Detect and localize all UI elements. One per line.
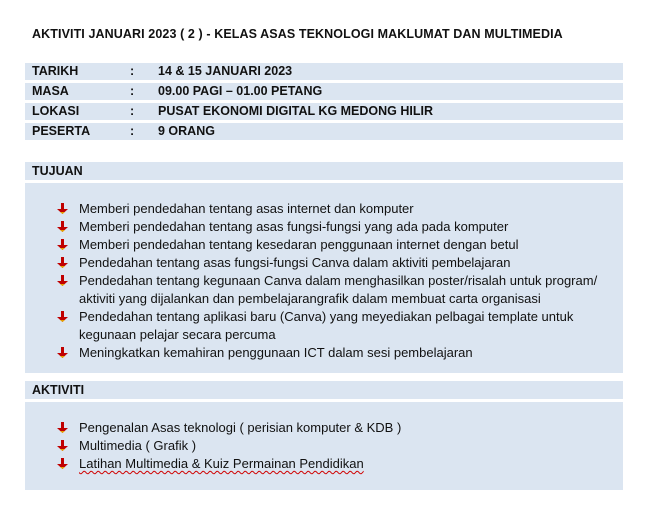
info-colon: :: [130, 84, 135, 98]
arrow-down-bullet-icon: [57, 238, 69, 250]
arrow-down-bullet-icon: [57, 220, 69, 232]
list-item-text: Meningkatkan kemahiran penggunaan ICT dalam sesi pembelajaran: [79, 345, 473, 360]
info-label: LOKASI: [32, 104, 80, 118]
tujuan-heading: [25, 162, 623, 180]
info-row-peserta: [25, 123, 623, 140]
arrow-down-bullet-icon: [57, 202, 69, 214]
info-colon: :: [130, 64, 135, 78]
aktiviti-heading: [25, 381, 623, 399]
list-item: [25, 308, 623, 344]
tujuan-list-panel: [25, 183, 623, 373]
info-label: TARIKH: [32, 64, 79, 78]
arrow-down-bullet-icon: [57, 256, 69, 268]
arrow-down-bullet-icon: [57, 421, 69, 433]
list-item-text: Pendedahan tentang asas fungsi-fungsi Canva dalam aktiviti pembelajaran: [79, 255, 511, 270]
list-item: [25, 344, 623, 362]
info-row-tarikh: [25, 63, 623, 80]
list-item: [25, 254, 623, 272]
tujuan-list: [25, 200, 623, 362]
info-table: [25, 63, 623, 143]
info-colon: :: [130, 124, 135, 138]
aktiviti-heading-text: AKTIVITI: [32, 383, 85, 397]
list-item: [25, 437, 623, 455]
list-item-text: Pendedahan tentang kegunaan Canva dalam menghasilkan poster/risalah untuk program/ aktiviti yang dijalankan dan pembelajarangrafik dalam membuat carta organisasi: [79, 273, 598, 306]
info-value: PUSAT EKONOMI DIGITAL KG MEDONG HILIR: [158, 104, 433, 118]
list-item: [25, 236, 623, 254]
info-label: MASA: [32, 84, 69, 98]
list-item-text: Memberi pendedahan tentang asas fungsi-fungsi yang ada pada komputer: [79, 219, 509, 234]
list-item-text: Pengenalan Asas teknologi ( perisian komputer & KDB ): [79, 420, 402, 435]
aktiviti-list: [25, 419, 623, 473]
info-value: 9 ORANG: [158, 124, 215, 138]
tujuan-heading-text: TUJUAN: [32, 164, 83, 178]
arrow-down-bullet-icon: [57, 274, 69, 286]
info-label: PESERTA: [32, 124, 91, 138]
list-item-text: Memberi pendedahan tentang kesedaran penggunaan internet dengan betul: [79, 237, 519, 252]
list-item: [25, 455, 623, 473]
document-title: AKTIVITI JANUARI 2023 ( 2 ) - KELAS ASAS TEKNOLOGI MAKLUMAT DAN MULTIMEDIA: [32, 27, 563, 41]
list-item: [25, 272, 623, 308]
info-row-lokasi: [25, 103, 623, 120]
list-item-text: Memberi pendedahan tentang asas internet dan komputer: [79, 201, 414, 216]
list-item: [25, 200, 623, 218]
info-colon: :: [130, 104, 135, 118]
list-item-text: Multimedia ( Grafik ): [79, 438, 197, 453]
arrow-down-bullet-icon: [57, 439, 69, 451]
list-item: [25, 218, 623, 236]
arrow-down-bullet-icon: [57, 310, 69, 322]
info-value: 14 & 15 JANUARI 2023: [158, 64, 293, 78]
list-item-text: Latihan Multimedia & Kuiz Permainan Pendidikan: [79, 456, 364, 471]
info-value: 09.00 PAGI – 01.00 PETANG: [158, 84, 323, 98]
arrow-down-bullet-icon: [57, 457, 69, 469]
aktiviti-list-panel: [25, 402, 623, 490]
info-row-masa: [25, 83, 623, 100]
list-item-text: Pendedahan tentang aplikasi baru (Canva) yang meyediakan pelbagai template untuk kegunaan pelajar secara percuma: [79, 309, 574, 342]
list-item: [25, 419, 623, 437]
arrow-down-bullet-icon: [57, 346, 69, 358]
